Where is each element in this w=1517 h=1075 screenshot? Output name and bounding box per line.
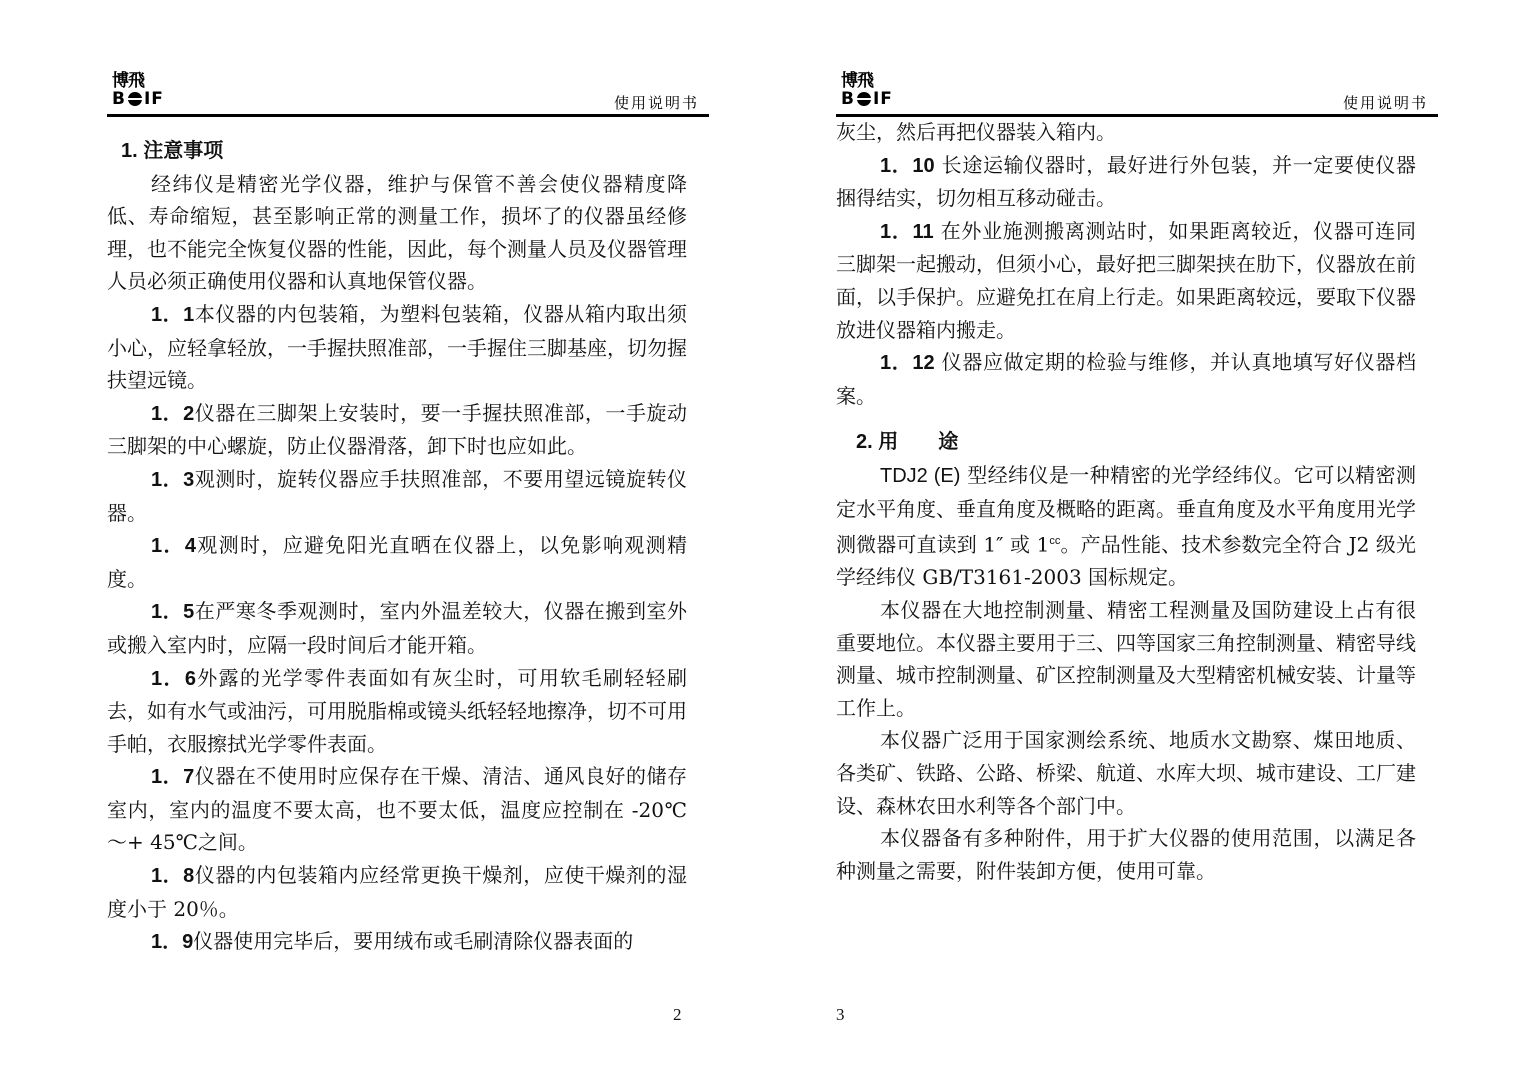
continuation-paragraph: 灰尘，然后再把仪器装入箱内。 — [836, 120, 1116, 144]
logo-english-text — [112, 90, 192, 108]
boif-logo — [841, 72, 921, 108]
logo-letters-if: IF — [872, 89, 893, 109]
section-title-precautions: 1. 注意事项 — [121, 140, 224, 162]
logo-circle-icon — [857, 92, 871, 106]
precaution-item: 1．2仪器在三脚架上安装时，要一手握扶照准部，一手旋动三脚架的中心螺旋，防止仪器滑落，卸下时也应如此。 — [107, 400, 688, 459]
logo-letter-b: B — [841, 89, 855, 109]
boif-logo — [112, 72, 192, 108]
logo-circle-icon — [128, 92, 142, 106]
precaution-item: 1．9仪器使用完毕后，要用绒布或毛刷清除仪器表面的 — [151, 929, 634, 954]
precaution-item: 1．12 仪器应做定期的检验与维修，并认真地填写好仪器档案。 — [836, 350, 1416, 408]
logo-letter-b: B — [112, 89, 126, 109]
intro-paragraph: 经纬仪是精密光学仪器，维护与保管不善会使仪器精度降低、寿命缩短，甚至影响正常的测量工作，损坏了的仪器虽经修理，也不能完全恢复仪器的性能，因此，每个测量人员及仪器管理人员必须正确使用仪器和认真地保管仪器。 — [107, 171, 687, 294]
spacer — [836, 412, 1416, 426]
precaution-item: 1．10 长途运输仪器时，最好进行外包装，并一定要使仪器捆得结实，切勿相互移动碰击。 — [836, 152, 1416, 211]
precaution-item: 1．7仪器在不使用时应保存在干燥、清洁、通风良好的储存室内，室内的温度不要太高，也不要太低，温度应控制在 -20℃～+ 45℃之间。 — [107, 764, 688, 855]
precaution-item: 1．6外露的光学零件表面如有灰尘时，可用软毛刷轻轻刷去，如有水气或油污，可用脱脂棉或镜头纸轻轻地擦净，切不可用手帕，衣服擦拭光学零件表面。 — [107, 665, 688, 756]
precaution-item: 1．4观测时，应避免阳光直晒在仪器上，以免影响观测精度。 — [107, 533, 688, 591]
precaution-item: 1．5在严寒冬季观测时，室内外温差较大，仪器在搬到室外或搬入室内时，应隔一段时间后才能开箱。 — [107, 599, 688, 657]
manual-label: 使用说明书 — [1342, 94, 1428, 112]
usage-section — [836, 459, 1416, 887]
usage-paragraph: 本仪器广泛用于国家测绘系统、地质水文勘察、煤田地质、各类矿、铁路、公路、桥梁、航道、水库大坝、城市建设、工厂建设、森林农田水利等各个部门中。 — [836, 728, 1416, 818]
page-number: 2 — [673, 1005, 682, 1024]
left-page-body — [107, 131, 687, 959]
precaution-item: 1．1本仪器的内包装箱，为塑料包装箱，仪器从箱内取出须小心，应轻拿轻放，一手握扶照准部，一手握住三脚基座，切勿握扶望远镜。 — [107, 301, 688, 393]
precaution-item: 1．11 在外业施测搬离测站时，如果距离较近，仪器可连同三脚架一起搬动，但须小心，最好把三脚架挟在肋下，仪器放在前面，以手保护。应避免扛在肩上行走。如果距离较远，要取下仪器放进仪器箱内搬走。 — [836, 218, 1416, 342]
logo-chinese-text: 博飛 — [841, 71, 873, 91]
usage-paragraph: TDJ2 (E) 型经纬仪是一种精密的光学经纬仪。它可以精密测定水平角度、垂直角度及概略的距离。垂直角度及水平角度用光学测微器可直读到 1″ 或 $1^{cc}$。产品性能、技术参数完全符合 J2 级光学经纬仪 GB/T3161-2003 国标规定。 — [836, 462, 1417, 590]
manual-label: 使用说明书 — [613, 94, 699, 112]
precaution-item: 1．8仪器的内包装箱内应经常更换干燥剂，应使干燥剂的湿度小于 20％。 — [107, 863, 688, 921]
logo-english-text — [841, 90, 921, 108]
page-header — [836, 72, 1438, 116]
usage-paragraph: 本仪器备有多种附件，用于扩大仪器的使用范围，以满足各种测量之需要，附件装卸方便，使用可靠。 — [836, 826, 1416, 883]
precaution-item: 1．3观测时，旋转仪器应手扶照准部，不要用望远镜旋转仪器。 — [107, 466, 688, 525]
page-header — [107, 72, 709, 116]
logo-letters-if: IF — [143, 89, 164, 109]
logo-chinese-text: 博飛 — [112, 71, 144, 91]
usage-paragraph: 本仪器在大地控制测量、精密工程测量及国防建设上占有很重要地位。本仪器主要用于三、四等国家三角控制测量、精密导线测量、城市控制测量、矿区控制测量及大型精密机械安装、计量等工作上。 — [836, 597, 1416, 720]
header-rule — [107, 114, 709, 117]
section-title-usage: 2. 用 途 — [856, 431, 959, 454]
page-number: 3 — [836, 1005, 845, 1024]
right-page-body — [836, 116, 1416, 887]
